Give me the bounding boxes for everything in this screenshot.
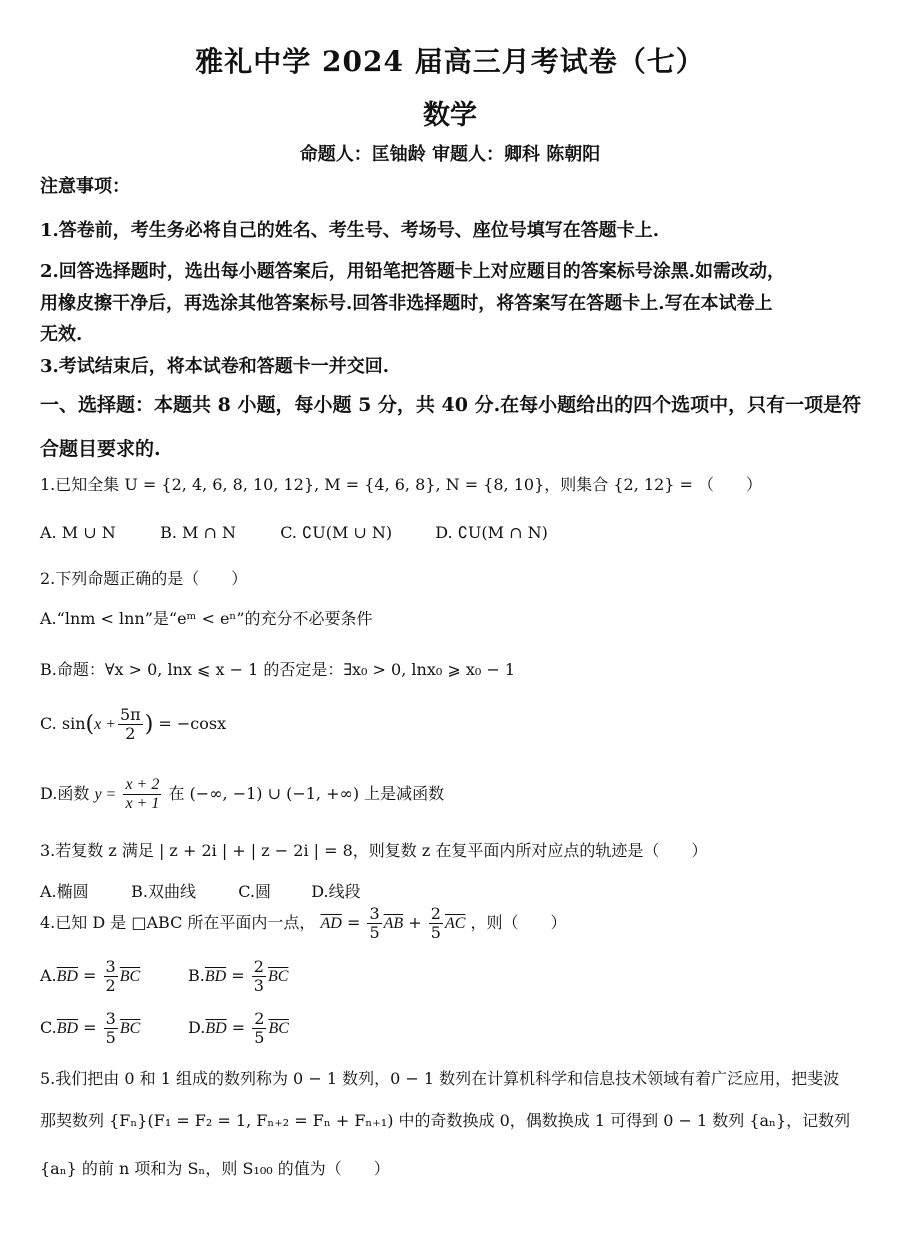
option-a: A. M ∪ N: [40, 523, 116, 542]
option-b: B. M ∩ N: [160, 523, 236, 542]
option-b: B.双曲线: [131, 882, 196, 901]
question-4-option-d: $D.\overline{BD}$ = $\frac{2}{5}$ $\overline{BC}$: [188, 1009, 289, 1047]
exam-title: 雅礼中学 2024 届高三月考试卷（七）: [195, 45, 705, 78]
authors-line: 命题人：匡铀龄 审题人：卿科 陈朝阳: [299, 144, 601, 165]
option-c: C. ∁U(M ∪ N): [280, 523, 393, 542]
option-d: D.线段: [311, 882, 361, 901]
question-2-option-a: A.“lnm < lnn”是“eᵐ < eⁿ”的充分不必要条件: [40, 609, 373, 628]
question-2-option-c: C. sin(x + $\frac{5\pi}{2}$ ) = −cosx: [40, 705, 227, 743]
question-2-option-d: D.函数 y = $\frac{x + 2}{x + 1}$ 在 (−∞, −1) ∪ (−1, +∞) 上是减函数: [40, 776, 445, 812]
question-4-option-b: $B.\overline{BD}$ = $\frac{2}{3}$ $\overline{BC}$: [188, 957, 289, 995]
question-5-line-1: 5.我们把由 0 和 1 组成的数列称为 0 − 1 数列，0 − 1 数列在计算机科学和信息技术领域有着广泛应用，把斐波: [40, 1069, 840, 1088]
note-2-line-3: 无效.: [40, 324, 83, 345]
question-1-stem: 1.已知全集 U = {2, 4, 6, 8, 10, 12}, M = {4, 6, 8}, N = {8, 10}，则集合 {2, 12} = （ ）: [40, 475, 763, 494]
subject-title: 数学: [423, 100, 477, 131]
section-1-heading: 一、选择题：本题共 8 小题，每小题 5 分，共 40 分.在每小题给出的四个选项中，只有一项是符: [40, 394, 862, 416]
note-2-line-1: 2.回答选择题时，选出每小题答案后，用铅笔把答题卡上对应题目的答案标号涂黑.如需改动，: [40, 261, 786, 282]
question-2-option-b: B.命题：∀x > 0, lnx ⩽ x − 1 的否定是：∃x₀ > 0, lnx₀ ⩾ x₀ − 1: [40, 660, 516, 679]
question-3-options: [40, 879, 361, 902]
question-2-stem: 2.下列命题正确的是（ ）: [40, 569, 248, 588]
question-5-line-3: {aₙ} 的前 n 项和为 Sₙ，则 S₁₀₀ 的值为（ ）: [40, 1159, 390, 1178]
fraction-x-plus-2-over-x-plus-1: $\frac{x + 2}{x + 1}$: [125, 776, 160, 812]
question-1-options: [40, 523, 548, 542]
section-1-heading-cont: 合题目要求的.: [40, 438, 161, 460]
option-a: A.椭圆: [40, 882, 89, 901]
notes-heading: 注意事项：: [40, 176, 130, 197]
question-5-line-2: 那契数列 {Fₙ}(F₁ = F₂ = 1, Fₙ₊₂ = Fₙ + Fₙ₊₁) 中的奇数换成 0，偶数换成 1 可得到 0 − 1 数列 {aₙ}，记数列: [40, 1111, 851, 1130]
note-3: 3.考试结束后，将本试卷和答题卡一并交回.: [40, 356, 390, 377]
option-c: C.圆: [238, 882, 271, 901]
note-1: 1.答卷前，考生务必将自己的姓名、考生号、考场号、座位号填写在答题卡上.: [40, 220, 660, 241]
question-4-stem: 4.已知 D 是 □ABC 所在平面内一点， $\overline{AD}$ = $\frac{3}{5}$ $\overline{AB}$ + $\frac{2}{5}$ $\overline{AC}$ ，则（ ）: [40, 904, 567, 942]
question-3-stem: 3.若复数 z 满足 | z + 2i | + | z − 2i | = 8，则复数 z 在复平面内所对应点的轨迹是（ ）: [40, 841, 708, 860]
question-4-option-a: $A.\overline{BD}$ = $\frac{3}{2}$ $\overline{BC}$: [40, 957, 141, 995]
option-d: D. ∁U(M ∩ N): [435, 523, 548, 542]
fraction-5pi-over-2: $\frac{5\pi}{2}$: [120, 705, 141, 743]
note-2-line-2: 用橡皮擦干净后，再选涂其他答案标号.回答非选择题时，将答案写在答题卡上.写在本试卷上: [40, 293, 773, 314]
question-4-option-c: $C.\overline{BD}$ = $\frac{3}{5}$ $\overline{BC}$: [40, 1009, 141, 1047]
